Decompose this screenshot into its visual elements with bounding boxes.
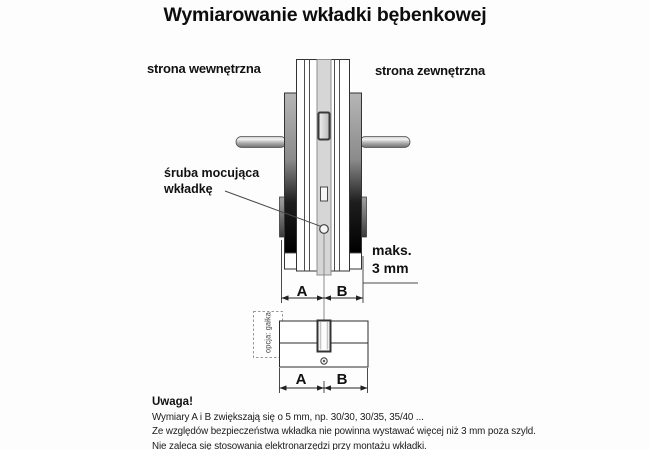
screw-hole-dot [323, 360, 325, 362]
handle-rod-left [236, 137, 286, 148]
note-line: Ze względów bezpieczeństwa wkładka nie powinna wystawać więcej niż 3 mm poza szyld. [152, 426, 536, 438]
dim-label-a-lower: A [295, 371, 307, 388]
escutcheon-left [285, 93, 297, 269]
label-max-line1: maks. [372, 242, 412, 258]
label-fixing-screw [164, 165, 259, 197]
label-fixing-screw-line2: wkładkę [164, 182, 213, 196]
dim-arrow [280, 385, 287, 390]
dim-arrow [324, 295, 331, 300]
cylinder-pin-detail [321, 187, 328, 201]
dim-arrow [361, 385, 368, 390]
note-line: Nie zaleca się stosowania elektronarzędzi przy montażu wkładki. [152, 440, 427, 450]
dim-arrow [317, 295, 324, 300]
cam-notch [318, 321, 331, 352]
dim-arrow [356, 295, 363, 300]
note-heading: Uwaga! [152, 396, 193, 408]
label-max-protrusion [372, 242, 412, 277]
handle-rod-right [360, 137, 410, 148]
escutcheon-right [350, 93, 362, 269]
dim-label-b-lower: B [336, 371, 348, 388]
note-block [152, 396, 622, 450]
label-outer-side: strona zewnętrzna [375, 63, 486, 78]
label-inner-side: strona wewnętrzna [147, 61, 261, 76]
dim-label-b-upper: B [336, 283, 348, 300]
keyway-detail [319, 113, 330, 140]
label-fixing-screw-line1: śruba mocująca [164, 166, 260, 180]
knob-option-label: opcja: gałka [263, 307, 273, 353]
dim-arrow [282, 295, 289, 300]
fixing-screw [320, 225, 329, 234]
dim-arrow [317, 385, 324, 390]
label-max-line2: 3 mm [372, 259, 409, 276]
dim-arrow [324, 385, 331, 390]
note-line: Wymiary A i B zwiększają się o 5 mm, np. 30/30, 30/35, 35/40 ... [152, 412, 424, 423]
dim-label-a-upper: A [296, 283, 308, 300]
page-title: Wymiarowanie wkładki bębenkowej [163, 4, 487, 26]
